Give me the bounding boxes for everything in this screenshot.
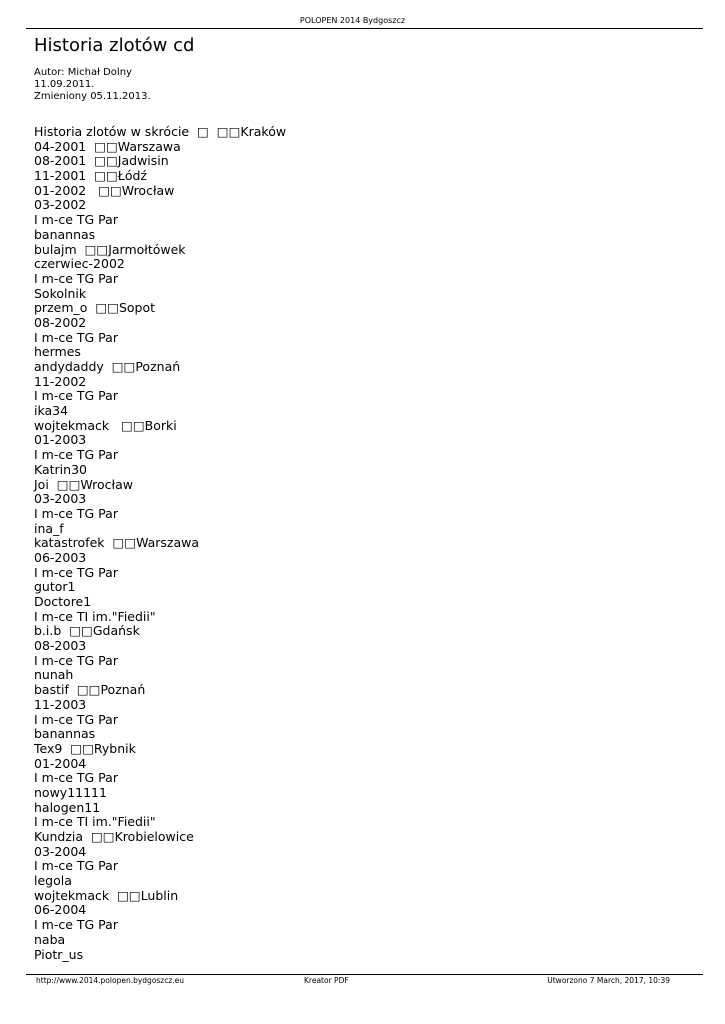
content-line: bulajm □□Jarmołtówek <box>34 241 186 257</box>
content-line: Sokolnik <box>34 285 87 301</box>
content-line: ika34 <box>34 403 69 419</box>
page-title: Historia zlotów cd <box>34 35 195 56</box>
content-line: I m-ce TG Par <box>34 770 118 786</box>
content-line: bastif □□Poznań <box>34 682 146 698</box>
header-divider <box>26 28 703 29</box>
article-body <box>34 125 286 962</box>
content-line: andydaddy □□Poznań <box>34 359 181 374</box>
footer-url-link[interactable]: http://www.2014.polopen.bydgoszcz.eu <box>36 976 185 985</box>
content-line: I m-ce TG Par <box>34 388 118 404</box>
content-line: przem_o □□Sopot <box>34 300 156 316</box>
content-line: Doctore1 <box>34 594 92 609</box>
content-line: 08-2001 □□Jadwisin <box>34 153 169 169</box>
content-line: banannas <box>34 226 96 242</box>
content-line: halogen11 <box>34 799 101 815</box>
content-line: czerwiec-2002 <box>34 256 125 272</box>
content-line: 03-2003 <box>34 491 87 507</box>
content-line: 01-2002 □□Wrocław <box>34 182 175 198</box>
content-line: I m-ce TG Par <box>34 564 118 580</box>
content-line: 04-2001 □□Warszawa <box>34 138 181 154</box>
content-line: Piotr_us <box>34 946 84 962</box>
content-line: 01-2003 <box>34 432 87 448</box>
content-line: wojtekmack □□Lublin <box>34 887 179 903</box>
content-line: naba <box>34 931 66 947</box>
header-text: POLOPEN 2014 Bydgoszcz <box>299 16 406 25</box>
article-meta <box>34 67 151 103</box>
content-line: 06-2003 <box>34 549 87 565</box>
content-line: hermes <box>34 344 81 360</box>
content-line: gutor1 <box>34 579 76 595</box>
author-line: Autor: Michał Dolny <box>34 67 132 78</box>
content-line: wojtekmack □□Borki <box>34 417 177 433</box>
content-line: I m-ce TG Par <box>34 270 118 286</box>
modified-date: Zmieniony 05.11.2013. <box>34 91 151 102</box>
content-line: I m-ce TG Par <box>34 212 118 228</box>
content-line: 11-2003 <box>34 696 87 712</box>
content-line: ina_f <box>34 520 64 536</box>
content-line: Katrin30 <box>34 461 87 477</box>
footer-generator: Kreator PDF <box>304 976 349 985</box>
content-line: 03-2004 <box>34 843 87 859</box>
content-line: I m-ce TG Par <box>34 652 118 668</box>
content-line: 08-2003 <box>34 638 87 654</box>
content-line: 11-2002 <box>34 373 87 389</box>
content-line: 11-2001 □□Łódź <box>34 168 147 184</box>
content-line: 06-2004 <box>34 902 87 918</box>
content-line: I m-ce TG Par <box>34 329 118 345</box>
content-line: Historia zlotów w skrócie □ □□Kraków <box>34 124 287 139</box>
created-date: 11.09.2011. <box>34 79 95 90</box>
footer-created: Utworzono 7 March, 2017, 10:39 <box>547 976 670 985</box>
content-line: legola <box>34 873 72 889</box>
content-line: 01-2004 <box>34 755 87 771</box>
content-line: I m-ce TG Par <box>34 447 118 463</box>
content-line: 08-2002 <box>34 314 87 330</box>
content-line: b.i.b □□Gdańsk <box>34 623 140 639</box>
content-line: Kundzia □□Krobielowice <box>34 829 194 844</box>
content-line: I m-ce TG Par <box>34 917 118 933</box>
content-line: I m-ce TG Par <box>34 858 118 874</box>
content-line: katastrofek □□Warszawa <box>34 535 200 551</box>
content-line: I m-ce TI im."Fiedii" <box>34 608 156 624</box>
content-line: I m-ce TG Par <box>34 505 118 521</box>
content-line: 03-2002 <box>34 197 87 213</box>
page-header <box>0 0 725 30</box>
footer-divider <box>26 974 703 975</box>
content-line: Joi □□Wrocław <box>34 476 133 492</box>
content-line: Tex9 □□Rybnik <box>34 740 136 756</box>
content-line: nowy11111 <box>34 784 107 800</box>
content-line: banannas <box>34 726 96 742</box>
content-line: I m-ce TG Par <box>34 711 118 727</box>
content-line: I m-ce TI im."Fiedii" <box>34 814 156 830</box>
content-line: nunah <box>34 667 74 683</box>
